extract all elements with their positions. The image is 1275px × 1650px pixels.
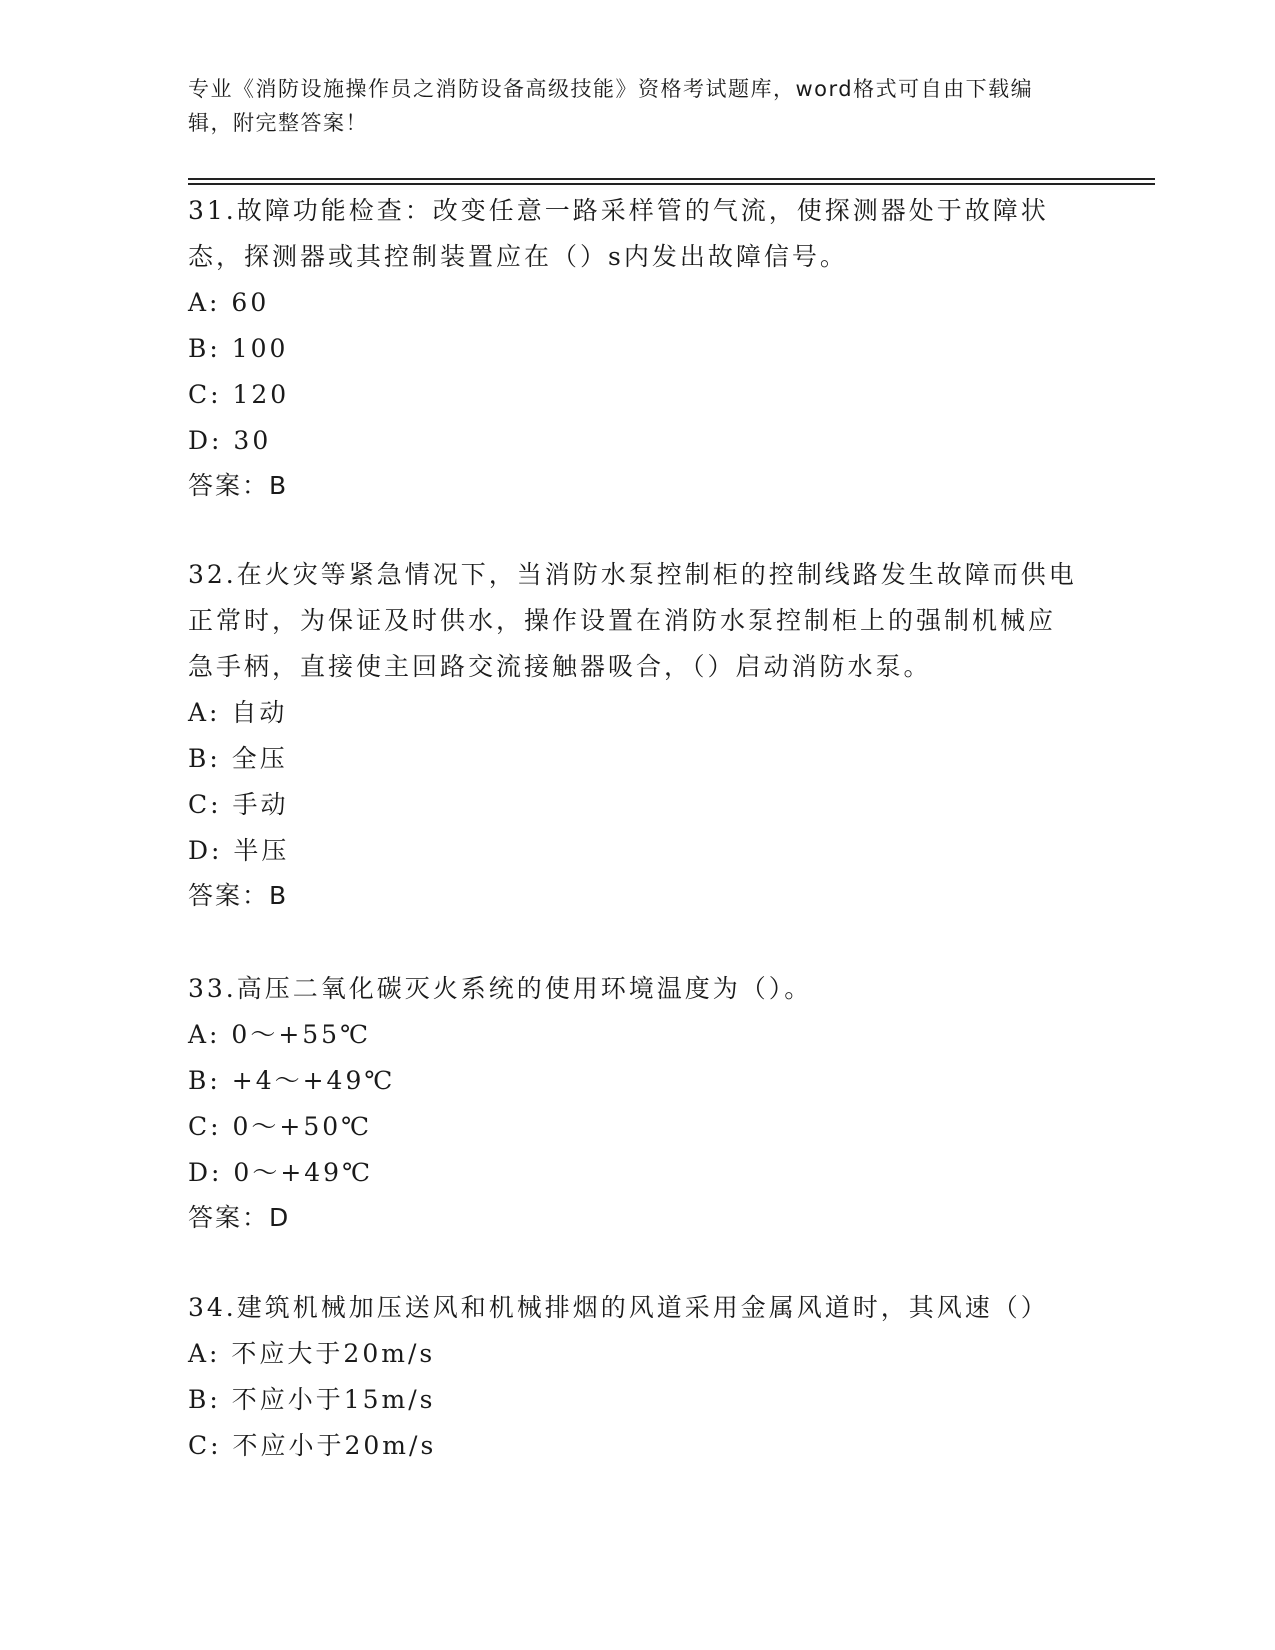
option-b: B: 100 [188,334,289,363]
answer: 答案：D [188,1203,291,1232]
question-stem: 33.高压二氧化碳灭火系统的使用环境温度为（）。 [188,974,813,1003]
option-c: C: 不应小于20m/s [188,1431,437,1460]
option-a: A: 60 [188,288,270,317]
question-31 [188,188,1078,508]
option-d: D: 半压 [188,836,290,865]
option-c: C: 0～+50℃ [188,1112,373,1141]
question-stem: 32.在火灾等紧急情况下，当消防水泵控制柜的控制线路发生故障而供电正常时，为保证及时供水，操作设置在消防水泵控制柜上的强制机械应急手柄，直接使主回路交流接触器吸合，（）启动消防水泵。 [188,560,1077,681]
option-d: D: 0～+49℃ [188,1158,374,1187]
option-a: A: 自动 [188,698,288,727]
option-a: A: 0～+55℃ [188,1020,372,1049]
header-divider [188,178,1155,184]
question-33 [188,966,1078,1240]
option-b: B: 全压 [188,744,288,773]
answer: 答案：B [188,881,289,910]
document-header: 专业《消防设施操作员之消防设备高级技能》资格考试题库，word格式可自由下载编辑，附完整答案！ [188,77,1034,135]
option-c: C: 120 [188,380,290,409]
answer: 答案：B [188,471,289,500]
option-a: A: 不应大于20m/s [188,1339,436,1368]
divider-line-bottom [188,183,1155,185]
question-34 [188,1285,1078,1469]
question-32 [188,552,1078,918]
question-stem: 34.建筑机械加压送风和机械排烟的风道采用金属风道时，其风速（） [188,1293,1049,1322]
option-c: C: 手动 [188,790,289,819]
question-stem: 31.故障功能检查：改变任意一路采样管的气流，使探测器处于故障状态，探测器或其控制装置应在（）s内发出故障信号。 [188,196,1049,271]
option-d: D: 30 [188,426,272,455]
divider-line-top [188,178,1155,180]
option-b: B: +4～+49℃ [188,1066,396,1095]
option-b: B: 不应小于15m/s [188,1385,436,1414]
